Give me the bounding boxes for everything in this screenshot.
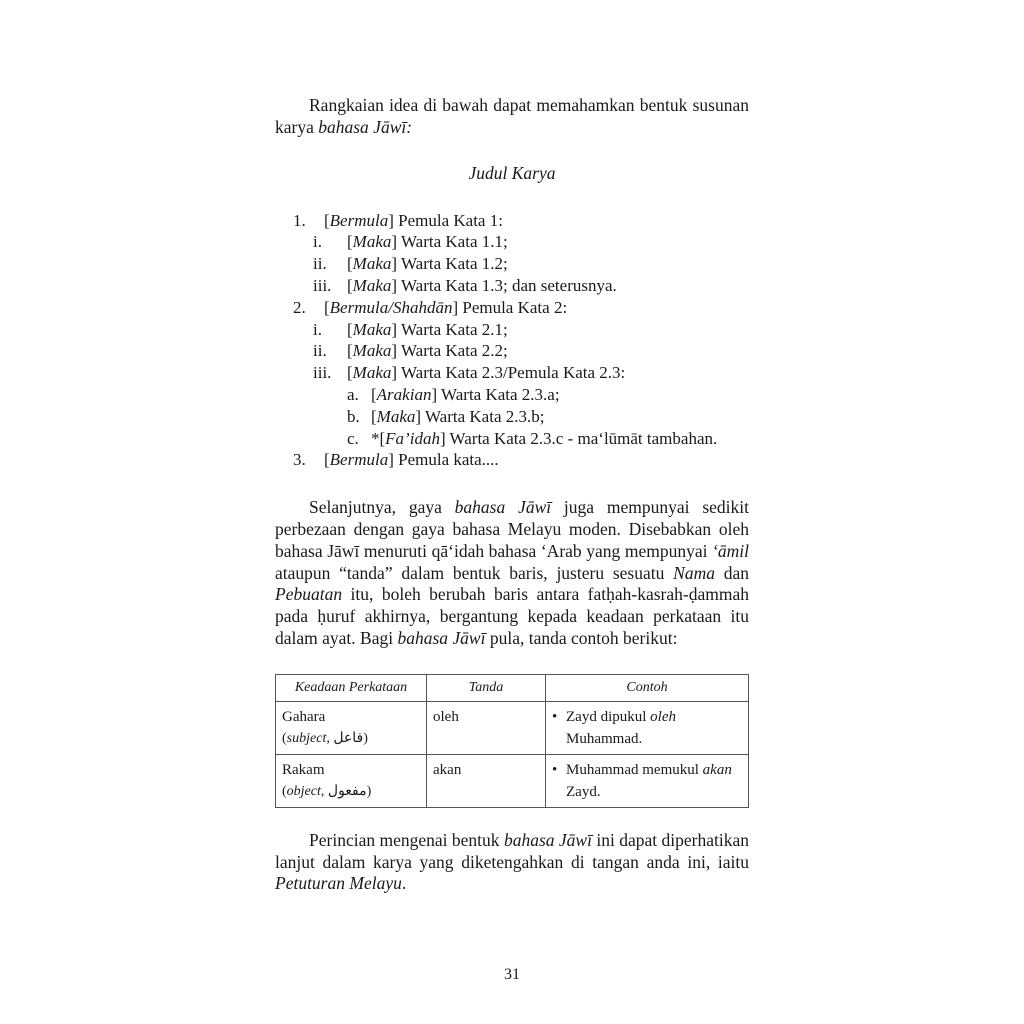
- paragraph-2-run: ataupun “tanda” dalam bentuk baris, justeru sesuatu: [275, 562, 674, 583]
- outline-text: [Maka] Warta Kata 1.1;: [347, 232, 508, 252]
- outline-item: [275, 319, 749, 341]
- outline-keyword: Bermula: [329, 210, 389, 230]
- paragraph-3-run: bahasa Jāwī: [503, 829, 592, 850]
- outline-text: [Maka] Warta Kata 1.2;: [347, 254, 508, 274]
- cell-tanda: oleh: [427, 701, 546, 754]
- intro-italic: bahasa Jāwī:: [318, 116, 413, 137]
- contoh-run: Muhammad.: [566, 730, 643, 747]
- keadaan-sub: (object, مفعول): [282, 783, 372, 799]
- outline-keyword: Bermula/Shahdān: [329, 297, 453, 317]
- outline-text: [Maka] Warta Kata 2.1;: [347, 319, 508, 339]
- outline-text: [Maka] Warta Kata 2.2;: [347, 341, 508, 361]
- outline-number: i.: [313, 232, 322, 252]
- contoh-run: akan: [702, 761, 732, 778]
- cell-contoh: [546, 754, 749, 807]
- outline-item: [275, 253, 749, 275]
- keadaan-label: Gahara: [282, 708, 326, 725]
- header-contoh: Contoh: [546, 674, 749, 701]
- outline-item: [275, 275, 749, 297]
- paragraph-3-run: Petuturan Melayu: [275, 873, 402, 894]
- intro-paragraph: [275, 95, 749, 139]
- outline-number: 3.: [293, 450, 306, 470]
- outline-item: [275, 231, 749, 253]
- paragraph-2-run: Pebuatan: [275, 584, 343, 605]
- outline-keyword: Maka: [352, 275, 392, 295]
- outline-keyword: Bermula: [329, 450, 389, 470]
- outline-item: [275, 449, 749, 471]
- keadaan-sub: (subject, فاعل): [282, 730, 368, 746]
- page-number: 31: [504, 966, 520, 983]
- outline-number: c.: [347, 428, 359, 448]
- outline-text: [Maka] Warta Kata 2.3/Pemula Kata 2.3:: [347, 363, 626, 383]
- paragraph-2-run: pula, tanda contoh berikut:: [485, 627, 678, 648]
- cell-keadaan: [276, 701, 427, 754]
- outline-item: [275, 297, 749, 319]
- paragraph-3-run: Perincian mengenai bentuk: [309, 829, 504, 850]
- outline-item: [275, 362, 749, 384]
- contoh-text: [566, 706, 742, 750]
- paragraph-3-run: ini dapat diperhatikan lanjut dalam karya yang diketengahkan di tangan anda ini, iaitu: [275, 829, 749, 872]
- keadaan-arabic: فاعل: [333, 730, 364, 746]
- table-header-row: [276, 674, 749, 701]
- outline-text: [Bermula] Pemula kata....: [324, 450, 499, 470]
- outline-keyword: Fa’idah: [385, 428, 440, 448]
- paragraph-2-run: dan: [714, 562, 749, 583]
- paragraph-2: [275, 497, 749, 650]
- outline-keyword: Maka: [352, 363, 392, 383]
- keadaan-arabic: مفعول: [327, 783, 367, 799]
- paragraph-3: [275, 830, 749, 895]
- outline-text: [Arakian] Warta Kata 2.3.a;: [371, 384, 560, 404]
- cell-keadaan: [276, 754, 427, 807]
- paragraph-3-run: .: [401, 873, 407, 894]
- paragraph-2-run: ʻāmil: [712, 540, 749, 561]
- keadaan-english: object: [286, 783, 321, 799]
- outline-keyword: Arakian: [376, 384, 432, 404]
- outline-keyword: Maka: [352, 232, 392, 252]
- outline-keyword: Maka: [352, 254, 392, 274]
- paragraph-2-run: juga mempunyai sedikit perbezaan dengan gaya bahasa Melayu moden. Disebabkan oleh bahasa Jāwī menuruti qāʻidah bahasa ʻArab yang mempunyai: [275, 497, 749, 561]
- paragraph-2-run: Nama: [673, 562, 715, 583]
- intro-text: Rangkaian idea di bawah dapat memahamkan bentuk susunan karya: [275, 95, 749, 137]
- outline-number: ii.: [313, 254, 327, 274]
- outline-item: [275, 428, 749, 450]
- header-keadaan: Keadaan Perkataan: [276, 674, 427, 701]
- contoh-run: oleh: [650, 708, 676, 725]
- outline-number: ii.: [313, 341, 327, 361]
- page-body: [275, 95, 749, 895]
- paragraph-2-run: itu, boleh berubah baris antara fatḥah-kasrah-ḍammah pada ḥuruf akhirnya, bergantung kepada keadaan perkataan itu dalam ayat. Bagi: [275, 584, 749, 648]
- outline-text: [Bermula] Pemula Kata 1:: [324, 210, 503, 230]
- outline-keyword: Maka: [376, 406, 416, 426]
- outline-text: [Maka] Warta Kata 2.3.b;: [371, 406, 545, 426]
- cell-contoh: [546, 701, 749, 754]
- table-row: [276, 754, 749, 807]
- outline-number: i.: [313, 319, 322, 339]
- outline-item: [275, 340, 749, 362]
- outline-text: [Bermula/Shahdān] Pemula Kata 2:: [324, 297, 568, 317]
- outline-list: [275, 210, 749, 472]
- outline-keyword: Maka: [352, 341, 392, 361]
- outline-text: *[Fa’idah] Warta Kata 2.3.c - maʻlūmāt tambahan.: [371, 428, 718, 448]
- contoh-run: Zayd.: [566, 783, 601, 800]
- paragraph-2-run: bahasa Jāwī: [397, 627, 486, 648]
- bullet-icon: •: [552, 708, 558, 725]
- outline-number: 2.: [293, 297, 306, 317]
- outline-number: a.: [347, 384, 359, 404]
- keadaan-label: Rakam: [282, 761, 325, 778]
- outline-number: iii.: [313, 363, 332, 383]
- outline-title: Judul Karya: [468, 162, 556, 183]
- tanda-table: [275, 674, 749, 808]
- outline-number: b.: [347, 406, 360, 426]
- outline-item: [275, 210, 749, 232]
- header-tanda: Tanda: [427, 674, 546, 701]
- table-row: [276, 701, 749, 754]
- contoh-run: Muhammad memukul: [566, 761, 703, 778]
- cell-tanda: akan: [427, 754, 546, 807]
- paragraph-2-run: bahasa Jāwī: [454, 497, 552, 518]
- outline-number: 1.: [293, 210, 306, 230]
- outline-keyword: Maka: [352, 319, 392, 339]
- outline-item: [275, 384, 749, 406]
- paragraph-2-run: Selanjutnya, gaya: [309, 497, 455, 518]
- bullet-icon: •: [552, 761, 558, 778]
- contoh-run: Zayd dipukul: [566, 708, 651, 725]
- outline-item: [275, 406, 749, 428]
- outline-text: [Maka] Warta Kata 1.3; dan seterusnya.: [347, 275, 617, 295]
- contoh-text: [566, 759, 742, 803]
- outline-number: iii.: [313, 275, 332, 295]
- keadaan-english: subject: [286, 730, 327, 746]
